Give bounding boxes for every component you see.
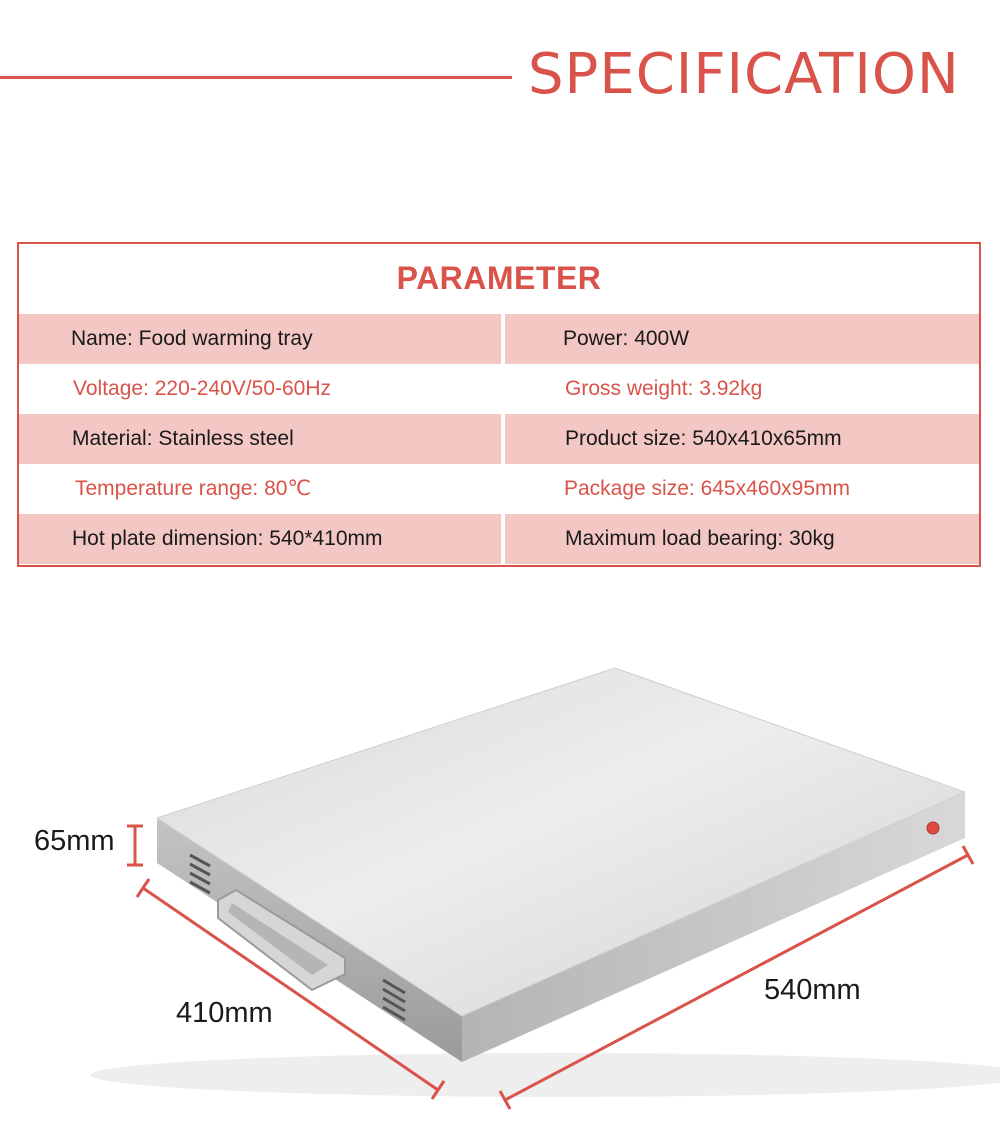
param-product-size: Product size: 540x410x65mm — [505, 414, 979, 464]
param-temperature: Temperature range: 80℃ — [75, 477, 312, 500]
depth-label: 410mm — [176, 997, 273, 1029]
param-name: Name: Food warming tray — [19, 314, 501, 364]
param-max-load: Maximum load bearing: 30kg — [505, 514, 979, 564]
table-row — [19, 314, 979, 364]
header-rule — [0, 76, 512, 79]
indicator-light-icon — [927, 822, 939, 834]
param-material: Material: Stainless steel — [19, 414, 501, 464]
param-hot-plate: Hot plate dimension: 540*410mm — [19, 514, 501, 564]
param-power: Power: 400W — [505, 314, 979, 364]
shadow — [90, 1053, 1000, 1097]
table-row — [19, 514, 979, 564]
page-title: SPECIFICATION — [528, 42, 960, 107]
param-package-size: Package size: 645x460x95mm — [564, 477, 850, 500]
warming-tray-image — [0, 640, 1000, 1144]
table-row — [19, 414, 979, 464]
table-row — [19, 364, 979, 414]
param-gross-weight: Gross weight: 3.92kg — [565, 377, 763, 400]
parameter-table — [17, 242, 981, 567]
width-label: 540mm — [764, 974, 861, 1006]
parameter-title: PARAMETER — [396, 260, 602, 296]
param-voltage: Voltage: 220-240V/50-60Hz — [73, 377, 332, 400]
height-dimension-mark — [127, 826, 143, 865]
table-row — [19, 464, 979, 514]
height-label: 65mm — [34, 825, 115, 857]
